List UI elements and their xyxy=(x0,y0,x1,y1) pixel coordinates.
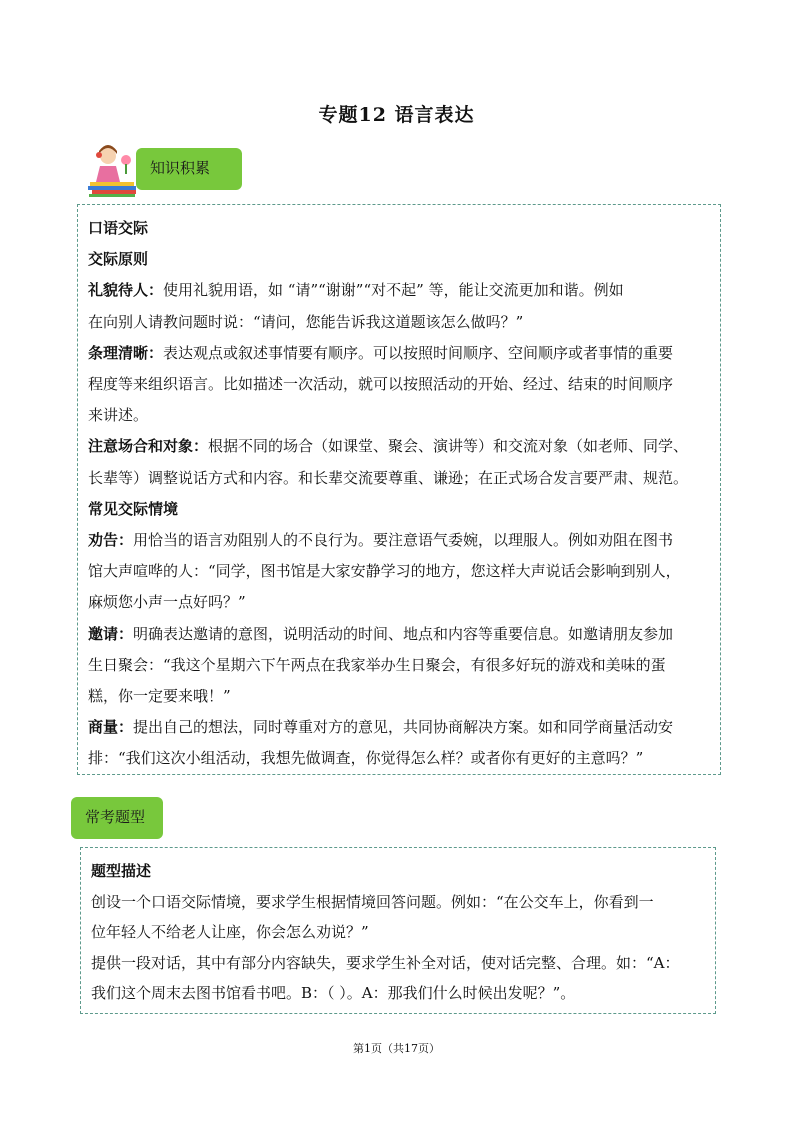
knowledge-box xyxy=(77,204,721,775)
girl-with-books-icon xyxy=(86,142,138,198)
paragraph-invitation: 邀请：明确表达邀请的意图，说明活动的时间、地点和内容等重要信息。如邀请朋友参加 生日聚会：“我这个星期六下午两点在我家举办生日聚会，有很多好玩的游戏和美味的蛋 糕，你一定要来哦！” xyxy=(88,624,674,706)
knowledge-tag: 知识积累 xyxy=(136,148,242,190)
paragraph-politeness: 礼貌待人：使用礼貌用语，如 “请”“谢谢”“对不起” 等，能让交流更加和谐。例如 在向别人请教问题时说：“请问，您能告诉我这道题该怎么做吗？” xyxy=(88,281,624,331)
question-types-box xyxy=(80,847,716,1014)
subheading-principles: 交际原则 xyxy=(88,250,149,269)
paragraph-clarity: 条理清晰：表达观点或叙述事情要有顺序。可以按照时间顺序、空间顺序或者事情的重要 程度等来组织语言。比如描述一次活动，就可以按照活动的开始、经过、结束的时间顺序 来讲述。 xyxy=(88,343,674,425)
paragraph-advice: 劝告：用恰当的语言劝阻别人的不良行为。要注意语气委婉，以理服人。例如劝阻在图书 馆大声喧哗的人：“同学，图书馆是大家安静学习的地方，您这样大声说话会影响到别人， 麻烦您小声一点好吗？” xyxy=(88,531,681,612)
subheading-situations: 常见交际情境 xyxy=(88,499,179,518)
page-footer: 第1页（共17页） xyxy=(353,1042,440,1055)
page-title: 专题12 语言表达 xyxy=(318,104,475,126)
section-heading: 题型描述 xyxy=(91,862,152,880)
paragraph-type1: 创设一个口语交际情境，要求学生根据情境回答问题。例如：“在公交车上，你看到一 位年轻人不给老人让座，你会怎么劝说？” xyxy=(91,892,654,942)
paragraph-discussion: 商量：提出自己的想法，同时尊重对方的意见，共同协商解决方案。如和同学商量活动安 排：“我们这次小组活动，我想先做调查，你觉得怎么样？或者你有更好的主意吗？” xyxy=(88,718,674,768)
paragraph-type2: 提供一段对话，其中有部分内容缺失，要求学生补全对话，使对话完整、合理。如：“A： 我们这个周末去图书馆看书吧。B：（ ）。A：那我们什么时候出发呢？”。 xyxy=(91,953,680,1003)
section-heading: 口语交际 xyxy=(88,219,149,237)
question-types-tag: 常考题型 xyxy=(71,797,163,839)
paragraph-occasion: 注意场合和对象：根据不同的场合（如课堂、聚会、演讲等）和交流对象（如老师、同学、 长辈等）调整说话方式和内容。和长辈交流要尊重、谦逊；在正式场合发言要严肃、规范。 xyxy=(88,437,689,487)
